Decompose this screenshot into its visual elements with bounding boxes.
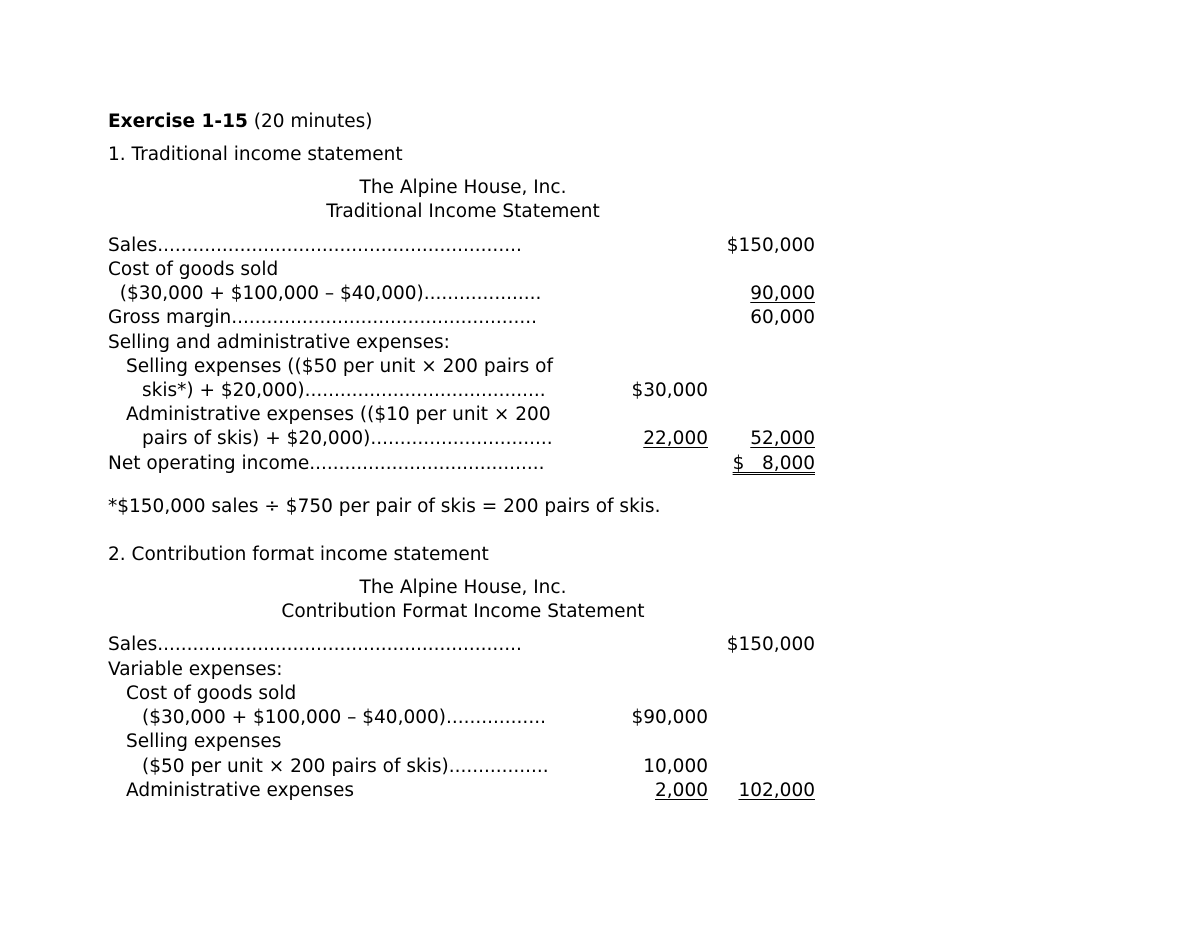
part2-line-amount: $90,000 xyxy=(631,707,708,728)
part1-line-label: Selling expenses (($50 per unit × 200 pairs of xyxy=(126,356,553,377)
part2-line-label: Cost of goods sold xyxy=(126,683,297,704)
part2-line-amount: 10,000 xyxy=(643,756,708,777)
part2-line-label: Sales.............................................................. xyxy=(108,634,522,655)
part2-line-label: ($30,000 + $100,000 – $40,000)................. xyxy=(142,707,546,728)
part1-line-amount: 90,000 xyxy=(750,283,815,304)
exercise-duration: (20 minutes) xyxy=(253,111,373,132)
part1-line-amount: $30,000 xyxy=(631,380,708,401)
part1-line-label: skis*) + $20,000)......................................... xyxy=(142,380,546,401)
part2-line-amount: 2,000 xyxy=(655,780,708,801)
part1-line-amount: 52,000 xyxy=(750,428,815,449)
exercise-heading xyxy=(108,110,372,134)
part1-heading: 1. Traditional income statement xyxy=(108,144,403,165)
part1-line-label: pairs of skis) + $20,000)............................... xyxy=(142,428,553,449)
part2-company-name: The Alpine House, Inc. xyxy=(359,577,567,598)
exercise-title: Exercise 1-15 xyxy=(108,111,248,132)
part1-footnote: *$150,000 sales ÷ $750 per pair of skis = 200 pairs of skis. xyxy=(108,496,661,517)
part2-line-label: Selling expenses xyxy=(126,731,282,752)
part1-line-label: Administrative expenses (($10 per unit × 200 xyxy=(126,404,551,425)
part1-statement-title: Traditional Income Statement xyxy=(326,201,600,222)
part1-line-label: Sales.............................................................. xyxy=(108,235,522,256)
part1-line-amount: 60,000 xyxy=(750,307,815,328)
part1-line-label: Selling and administrative expenses: xyxy=(108,332,450,353)
part2-line-amount: $150,000 xyxy=(726,634,815,655)
part2-heading: 2. Contribution format income statement xyxy=(108,544,489,565)
part2-statement-title: Contribution Format Income Statement xyxy=(281,601,645,622)
part1-line-amount: $150,000 xyxy=(726,235,815,256)
part2-line-label: ($50 per unit × 200 pairs of skis)................. xyxy=(142,756,549,777)
part1-line-amount: $ 8,000 xyxy=(732,453,815,474)
part1-line-label: Net operating income........................................ xyxy=(108,453,545,474)
part1-company-name: The Alpine House, Inc. xyxy=(359,177,567,198)
part2-line-label: Variable expenses: xyxy=(108,659,283,680)
part1-line-label: Cost of goods sold xyxy=(108,259,279,280)
part1-line-label: ($30,000 + $100,000 – $40,000).................... xyxy=(108,283,542,304)
part1-line-amount: 22,000 xyxy=(643,428,708,449)
part1-line-label: Gross margin.................................................... xyxy=(108,307,538,328)
part2-line-amount: 102,000 xyxy=(738,780,815,801)
part2-line-label: Administrative expenses xyxy=(126,780,355,801)
